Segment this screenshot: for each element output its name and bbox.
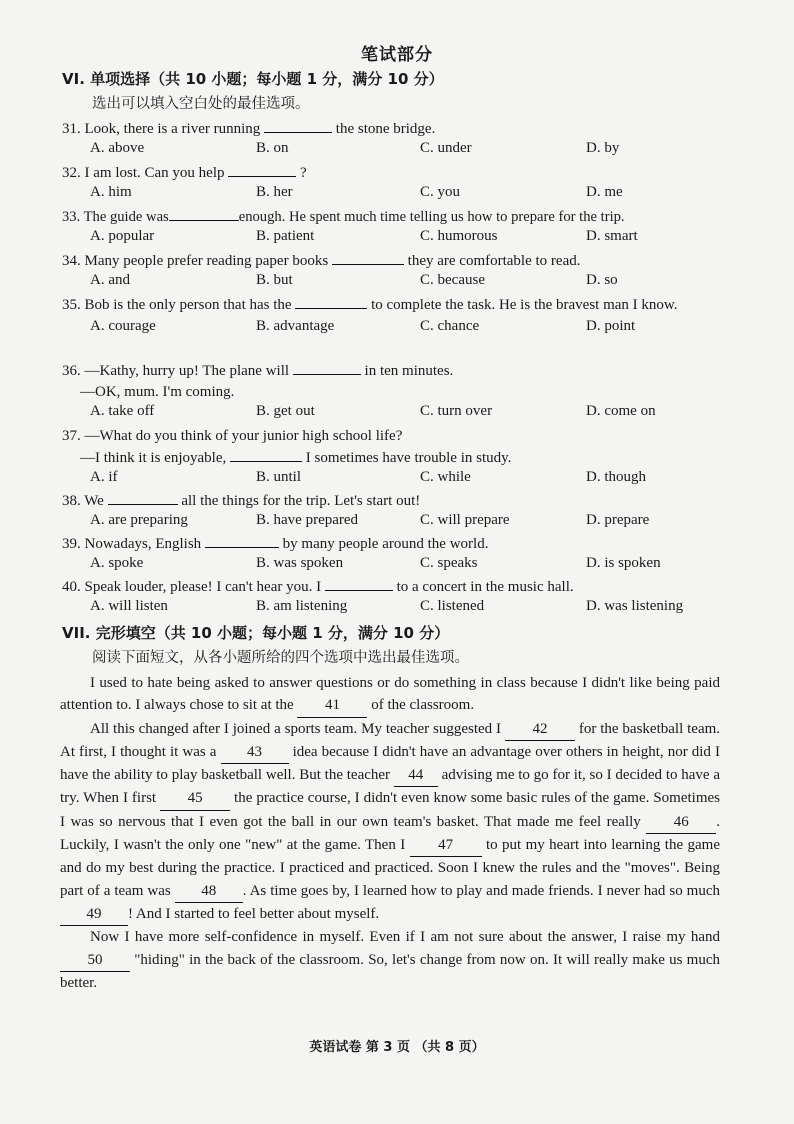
option-c: C. humorous (420, 228, 498, 244)
cloze-passage (60, 672, 720, 994)
option-a: A. and (90, 272, 130, 288)
option-c: C. will prepare (420, 512, 510, 528)
question-stem-end: enough. He spent much time telling us how to prepare for the trip. (238, 209, 625, 225)
cloze-blank-44: 44 (394, 764, 438, 787)
option-d: D. by (586, 140, 620, 156)
passage-paragraph-1 (60, 672, 720, 718)
option-c: C. chance (420, 318, 480, 334)
passage-text: Now I have more self-confidence in myself. Even if I am not sure about the answer, I raise my hand (90, 929, 720, 946)
option-d: D. come on (586, 403, 656, 419)
cloze-blank-45: 45 (160, 787, 230, 810)
passage-text: "hiding" in the back of the classroom. So, let's change from now on. It will really make us much better. (60, 951, 720, 991)
option-c: C. speaks (420, 555, 478, 571)
option-d: D. is spoken (586, 555, 661, 571)
option-b: B. but (256, 272, 293, 288)
section-7-heading: VII. 完形填空（共 10 小题；每小题 1 分，满分 10 分） (62, 624, 450, 642)
option-b: B. patient (256, 228, 315, 244)
cloze-blank-50: 50 (60, 949, 130, 972)
question-stem: 40. Speak louder, please! I can't hear you. I (62, 579, 322, 595)
answer-blank (295, 294, 367, 309)
passage-paragraph-2 (60, 718, 720, 927)
passage-text: idea because I didn't have an advantage over others in height, nor did I have the ability to play basketball well. But the teacher (60, 743, 720, 784)
question-31 (62, 118, 742, 162)
option-a: A. popular (90, 228, 155, 244)
question-stem: 38. We (62, 493, 104, 509)
answer-blank (169, 206, 239, 221)
passage-text: for the basketball team. At first, I thought it was a (60, 720, 721, 760)
question-stem: 39. Nowadays, English (62, 536, 202, 552)
question-stem: 34. Many people prefer reading paper books (62, 253, 329, 269)
option-d: D. point (586, 318, 636, 334)
question-stem-end: the stone bridge. (335, 121, 436, 137)
question-stem: 32. I am lost. Can you help (62, 165, 225, 181)
question-stem-end: they are comfortable to read. (407, 253, 581, 269)
question-40 (62, 576, 742, 620)
option-c: C. listened (420, 598, 485, 614)
option-c: C. because (420, 272, 485, 288)
answer-blank (230, 447, 302, 462)
answer-blank (108, 490, 178, 505)
option-c: C. you (420, 184, 461, 200)
passage-text: . As time goes by, I learned how to play and made friends. I never had so much (242, 882, 720, 899)
section-6-heading: VI. 单项选择（共 10 小题；每小题 1 分，满分 10 分） (62, 70, 444, 88)
question-32 (62, 162, 742, 206)
cloze-blank-46: 46 (646, 811, 716, 834)
question-37 (62, 426, 742, 491)
question-stem: 36. —Kathy, hurry up! The plane will (62, 363, 290, 379)
option-a: A. take off (90, 403, 155, 419)
question-stem-end: ? (299, 165, 307, 181)
passage-paragraph-3 (60, 926, 720, 994)
question-33 (62, 206, 742, 250)
answer-blank (332, 250, 404, 265)
option-b: B. have prepared (256, 512, 359, 528)
question-stem-end: in ten minutes. (364, 363, 454, 379)
question-36 (62, 360, 742, 425)
option-a: A. are preparing (90, 512, 188, 528)
cloze-blank-41: 41 (297, 694, 367, 717)
option-b: B. her (256, 184, 293, 200)
question-38 (62, 490, 742, 534)
question-35 (62, 294, 742, 340)
cloze-blank-47: 47 (410, 834, 482, 857)
question-39 (62, 533, 742, 577)
section-6-instruction: 选出可以填入空白处的最佳选项。 (92, 96, 310, 112)
section-7-instruction: 阅读下面短文，从各小题所给的四个选项中选出最佳选项。 (92, 650, 469, 666)
passage-text: of the classroom. (371, 697, 475, 714)
option-a: A. spoke (90, 555, 144, 571)
option-a: A. above (90, 140, 145, 156)
dialogue-reply: —I think it is enjoyable, (80, 450, 227, 466)
question-34 (62, 250, 742, 294)
page-footer: 英语试卷 第 3 页 （共 8 页） (309, 1040, 485, 1055)
page-title: 笔试部分 (361, 45, 433, 65)
passage-text: I used to hate being asked to answer questions or do something in class because I didn't like being paid attention to. I always chose to sit at the (60, 675, 720, 714)
question-stem: 31. Look, there is a river running (62, 121, 261, 137)
option-a: A. him (90, 184, 132, 200)
answer-blank (205, 533, 279, 548)
option-b: B. until (256, 469, 302, 485)
question-stem: 37. —What do you think of your junior high school life? (62, 428, 403, 444)
option-b: B. advantage (256, 318, 335, 334)
option-c: C. turn over (420, 403, 493, 419)
passage-text: ! And I started to feel better about myself. (128, 905, 380, 922)
option-b: B. get out (256, 403, 315, 419)
option-d: D. me (586, 184, 623, 200)
cloze-blank-43: 43 (221, 741, 289, 764)
question-stem: 33. The guide was (62, 209, 169, 225)
option-d: D. smart (586, 228, 638, 244)
option-b: B. am listening (256, 598, 348, 614)
cloze-blank-49: 49 (60, 903, 128, 926)
option-b: B. was spoken (256, 555, 344, 571)
passage-text: the practice course, I didn't even know some basic rules of the game. Sometimes I was so nervous that I even got the ball in our own team's basket. That made me feel really (60, 790, 720, 830)
question-stem: 35. Bob is the only person that has the (62, 297, 292, 313)
dialogue-reply-end: I sometimes have trouble in study. (305, 450, 512, 466)
answer-blank (293, 360, 361, 375)
answer-blank (228, 162, 296, 177)
option-a: A. if (90, 469, 118, 485)
passage-text: All this changed after I joined a sports team. My teacher suggested I (90, 720, 502, 737)
option-b: B. on (256, 140, 289, 156)
option-d: D. so (586, 272, 618, 288)
option-c: C. under (420, 140, 472, 156)
question-stem-end: by many people around the world. (282, 536, 489, 552)
passage-text: . Luckily, I wasn't the only one "new" at the game. Then I (60, 813, 721, 854)
question-stem-end: to complete the task. He is the bravest man I know. (371, 297, 678, 313)
option-d: D. prepare (586, 512, 650, 528)
question-stem-end: to a concert in the music hall. (396, 579, 574, 595)
answer-blank (264, 118, 332, 133)
cloze-blank-42: 42 (505, 718, 575, 741)
option-d: D. though (586, 469, 646, 485)
passage-text: to put my heart into learning the game and do my best during the practice. I practiced and practiced. Soon I knew the rules and the "moves". Being part of a team was (60, 837, 720, 899)
option-d: D. was listening (586, 598, 684, 614)
option-a: A. will listen (90, 598, 168, 614)
dialogue-reply: —OK, mum. I'm coming. (80, 384, 235, 400)
option-c: C. while (420, 469, 471, 485)
cloze-blank-48: 48 (175, 880, 243, 903)
answer-blank (325, 576, 393, 591)
passage-text: advising me to go for it, so I decided to have a try. When I first (60, 767, 720, 807)
option-a: A. courage (90, 318, 156, 334)
question-stem-end: all the things for the trip. Let's start out! (181, 493, 421, 509)
